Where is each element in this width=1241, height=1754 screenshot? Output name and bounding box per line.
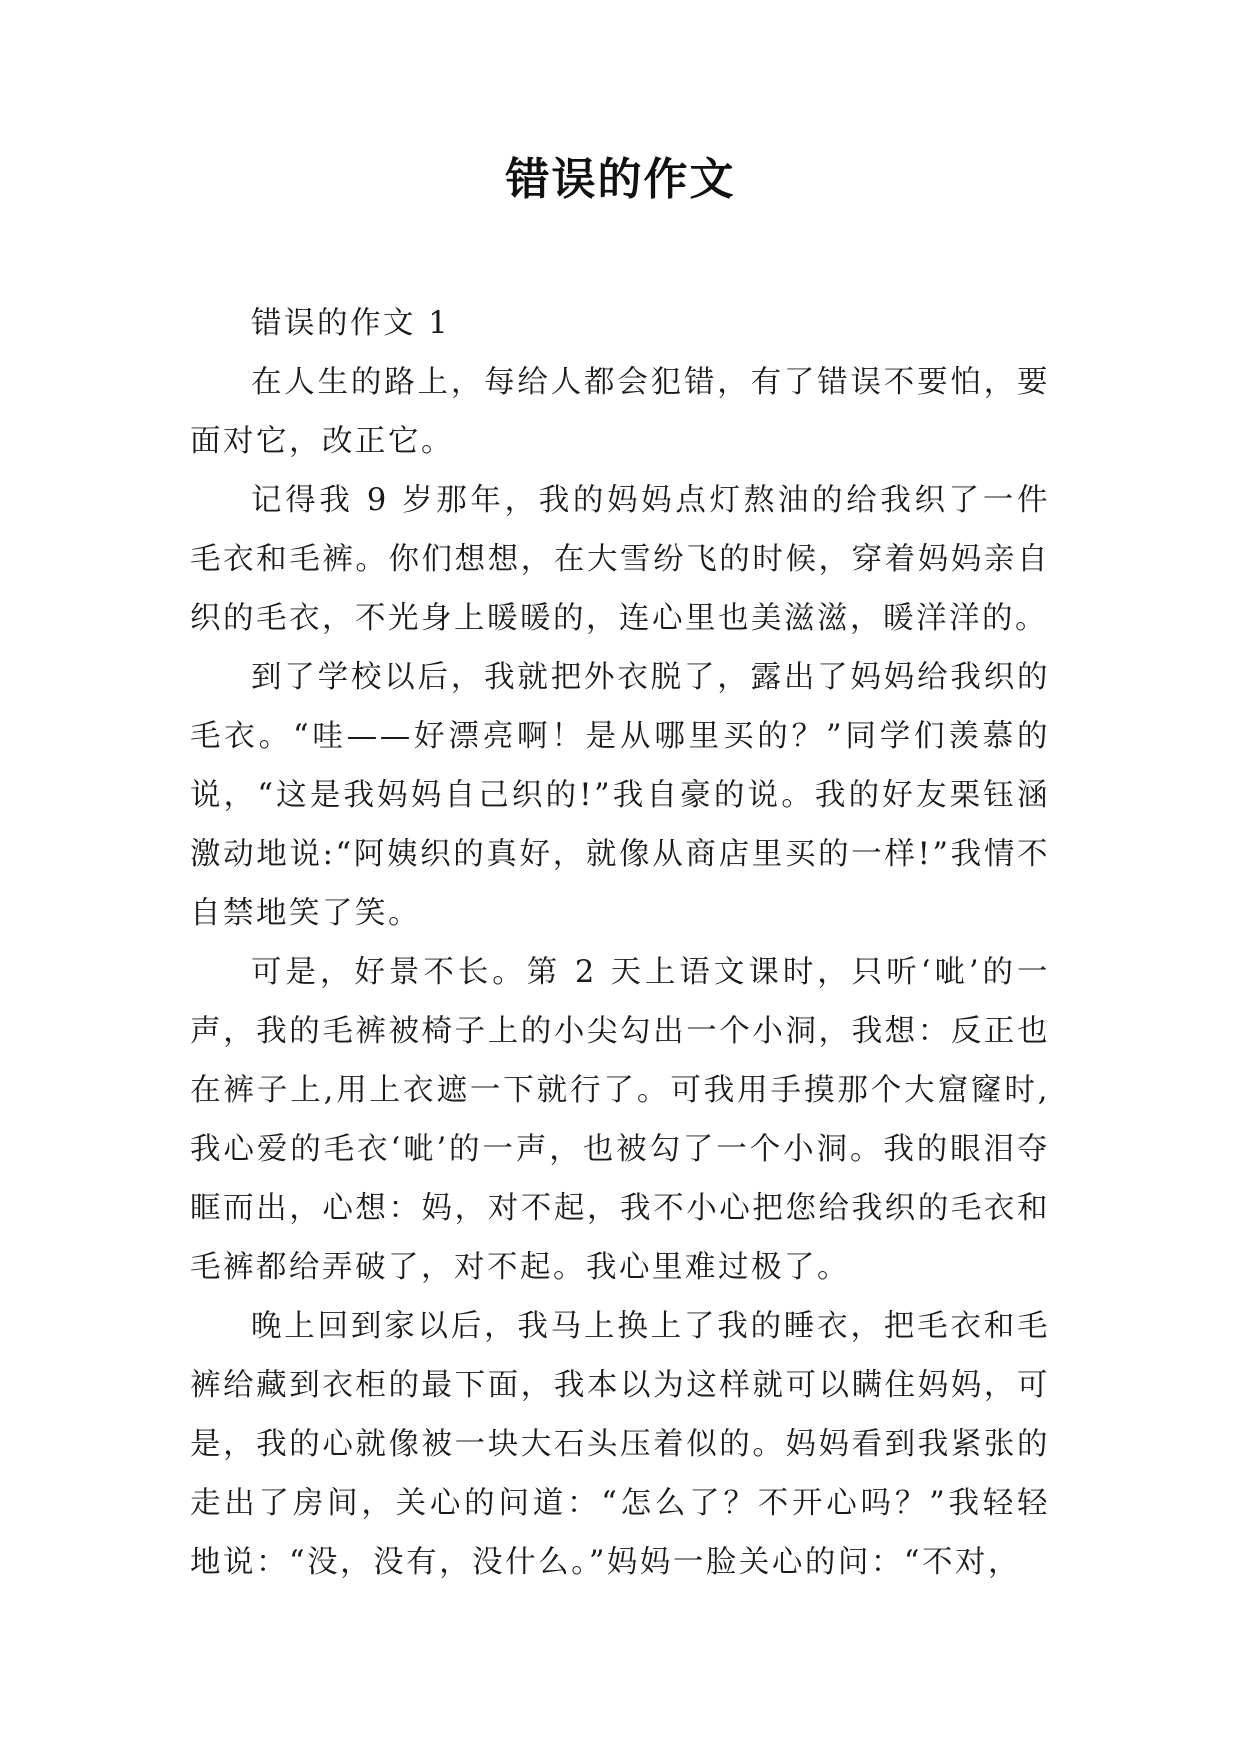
paragraph: 晚上回到家以后，我马上换上了我的睡衣，把毛衣和毛裤给藏到衣柜的最下面，我本以为这样就可以瞒住妈妈，可是，我的心就像被一块大石头压着似的。妈妈看到我紧张的走出了房间，关心的问道：“怎么了？不开心吗？”我轻轻地说：“没，没有，没什么。”妈妈一脸关心的问：“不对，: [190, 1309, 1050, 1580]
paragraph: 在人生的路上，每给人都会犯错，有了错误不要怕，要面对它，改正它。: [190, 365, 1050, 459]
paragraph: 到了学校以后，我就把外衣脱了，露出了妈妈给我织的毛衣。“哇——好漂亮啊！是从哪里买的？”同学们羡慕的说，“这是我妈妈自己织的!”我自豪的说。我的好友栗钰涵激动地说:“阿姨织的真好，就像从商店里买的一样!”我情不自禁地笑了笑。: [190, 660, 1050, 931]
paragraph: 可是，好景不长。第 2 天上语文课时，只听‘呲’的一声，我的毛裤被椅子上的小尖勾出一个小洞，我想：反正也在裤子上,用上衣遮一下就行了。可我用手摸那个大窟窿时,我心爱的毛衣‘呲’的一声，也被勾了一个小洞。我的眼泪夺眶而出，心想：妈，对不起，我不小心把您给我织的毛衣和毛裤都给弄破了，对不起。我心里难过极了。: [190, 955, 1050, 1285]
paragraph: 记得我 9 岁那年，我的妈妈点灯熬油的给我织了一件毛衣和毛裤。你们想想，在大雪纷飞的时候，穿着妈妈亲自织的毛衣，不光身上暖暖的，连心里也美滋滋，暖洋洋的。: [190, 483, 1050, 636]
document-body: [190, 294, 1050, 1592]
document-title: 错误的作文: [505, 154, 736, 205]
paragraph-heading: 错误的作文 1: [251, 306, 451, 341]
